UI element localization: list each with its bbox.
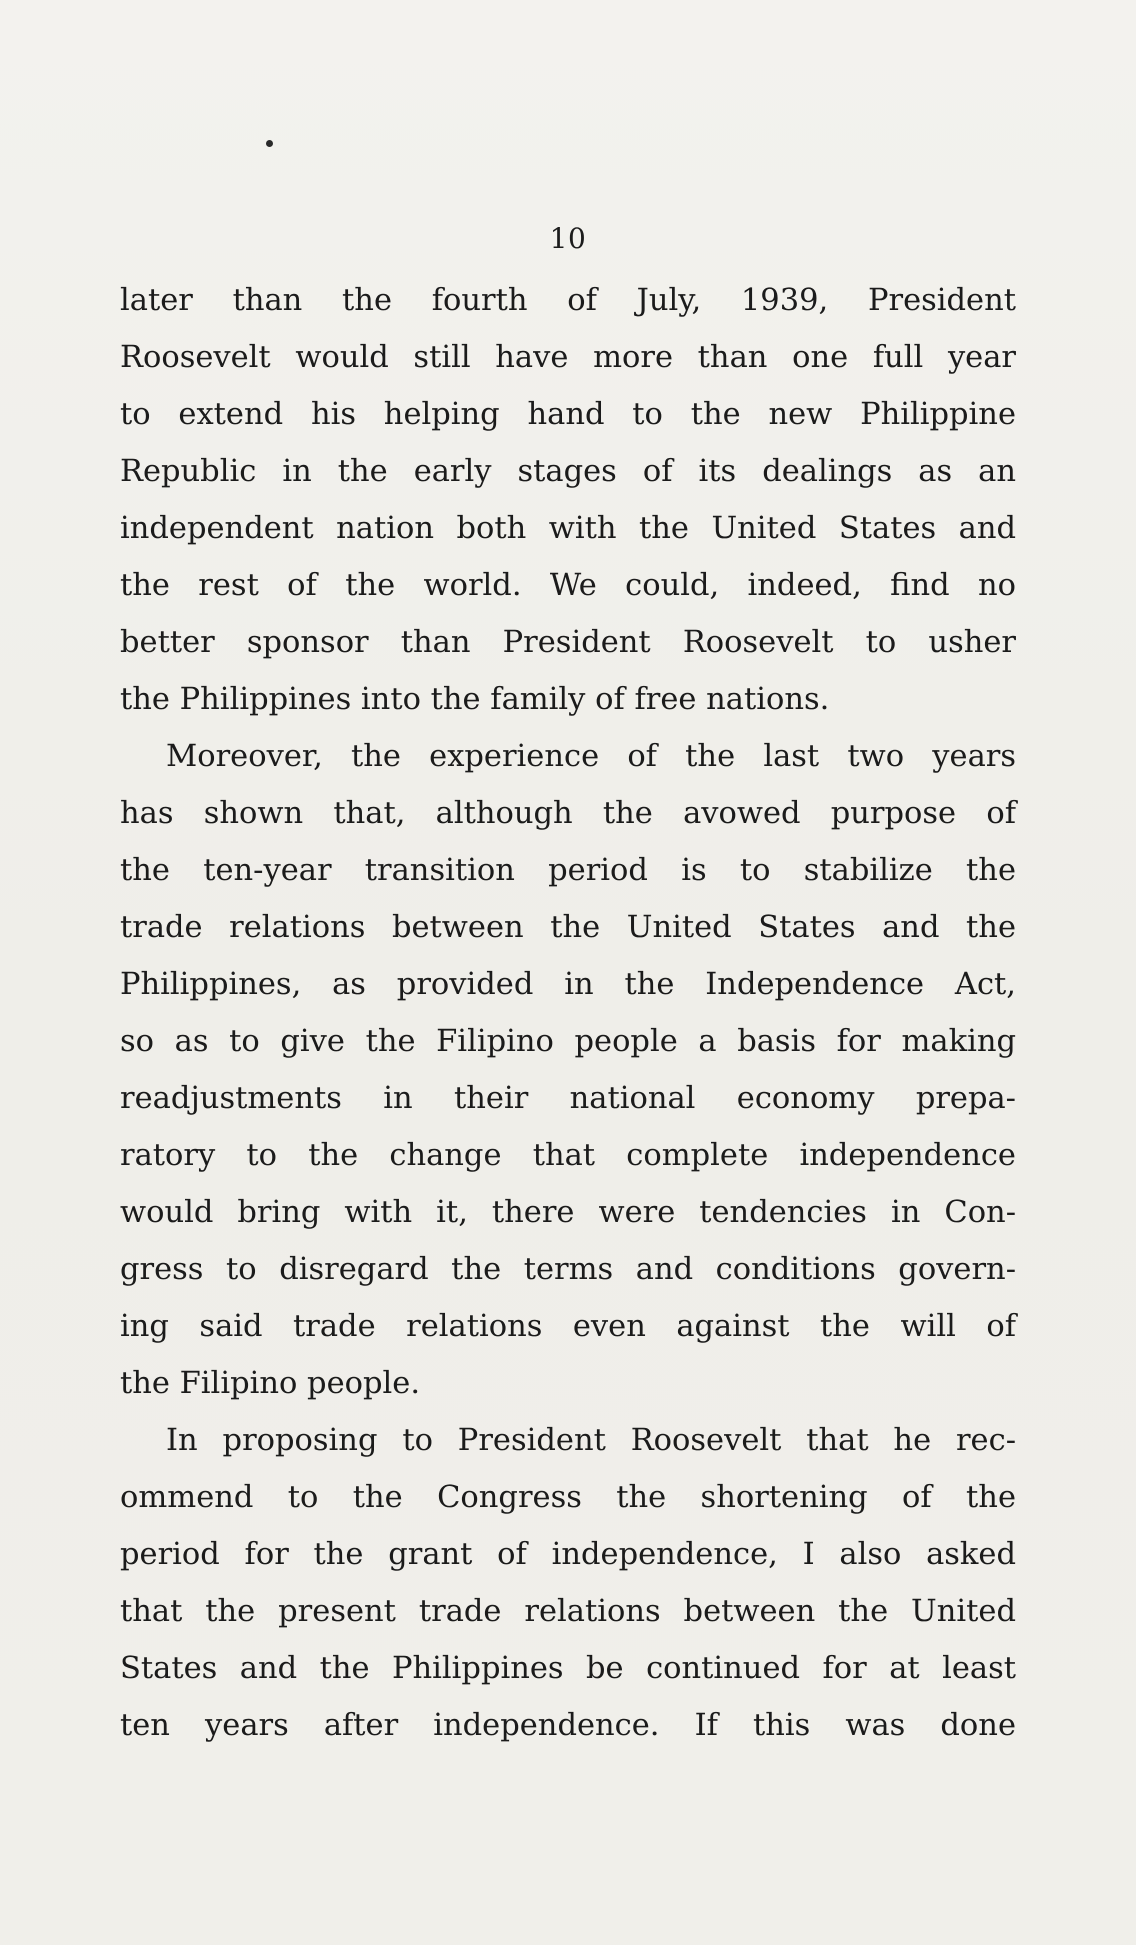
text-line: would bring with it, there were tendencies in Con- bbox=[120, 1195, 1016, 1230]
text-line: States and the Philippines be continued for at least bbox=[120, 1651, 1016, 1686]
text-line: ten years after independence. If this was done bbox=[120, 1708, 1016, 1743]
text-line: independent nation both with the United States and bbox=[120, 511, 1016, 546]
text-line: ommend to the Congress the shortening of the bbox=[120, 1480, 1016, 1515]
text-line: the rest of the world. We could, indeed, find no bbox=[120, 568, 1016, 603]
text-line: readjustments in their national economy prepa- bbox=[120, 1081, 1016, 1116]
text-line: period for the grant of independence, I also asked bbox=[120, 1537, 1016, 1572]
page-number: 10 bbox=[549, 222, 587, 255]
ink-speck bbox=[266, 140, 273, 147]
text-line: trade relations between the United States and the bbox=[120, 910, 1016, 945]
paragraph-1 bbox=[120, 272, 1016, 728]
text-line: Roosevelt would still have more than one full year bbox=[120, 340, 1016, 375]
text-line: later than the fourth of July, 1939, President bbox=[120, 283, 1016, 318]
text-line: Republic in the early stages of its dealings as an bbox=[120, 454, 1016, 489]
paragraph-2 bbox=[120, 728, 1016, 1412]
text-line: In proposing to President Roosevelt that he rec- bbox=[166, 1423, 1016, 1458]
text-line: the Philippines into the family of free nations. bbox=[120, 682, 830, 717]
text-line: Moreover, the experience of the last two years bbox=[166, 739, 1016, 774]
text-line: ing said trade relations even against the will of bbox=[120, 1309, 1016, 1344]
text-line: Philippines, as provided in the Independence Act, bbox=[120, 967, 1016, 1002]
text-line: gress to disregard the terms and conditions govern- bbox=[120, 1252, 1016, 1287]
text-line: so as to give the Filipino people a basis for making bbox=[120, 1024, 1016, 1059]
text-line: the ten-year transition period is to stabilize the bbox=[120, 853, 1016, 888]
text-line: to extend his helping hand to the new Philippine bbox=[120, 397, 1016, 432]
text-line: better sponsor than President Roosevelt to usher bbox=[120, 625, 1016, 660]
text-line: that the present trade relations between the United bbox=[120, 1594, 1016, 1629]
body-text bbox=[120, 272, 1016, 1754]
text-line: ratory to the change that complete independence bbox=[120, 1138, 1016, 1173]
text-line: the Filipino people. bbox=[120, 1366, 421, 1401]
text-line: has shown that, although the avowed purpose of bbox=[120, 796, 1016, 831]
paragraph-3 bbox=[120, 1412, 1016, 1754]
